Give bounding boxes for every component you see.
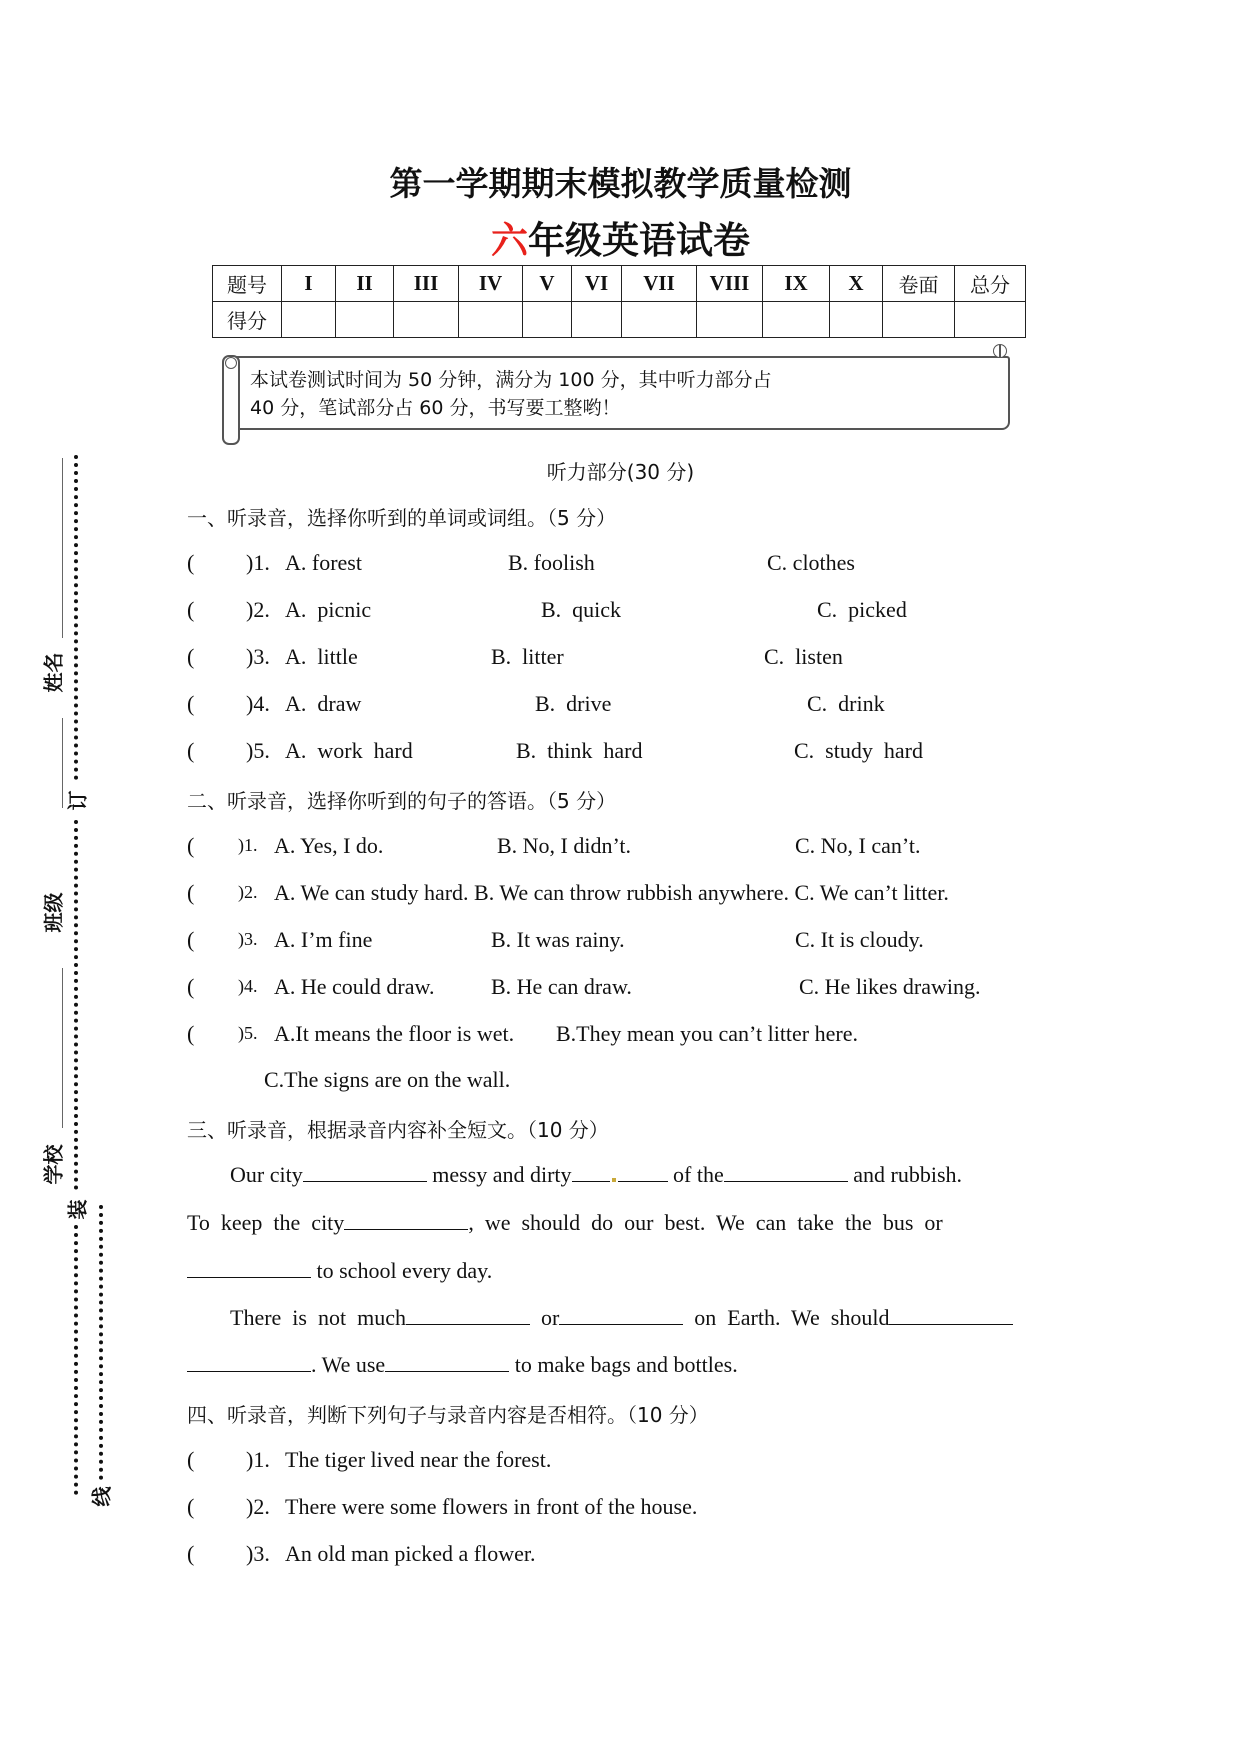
school-label: 学校 bbox=[41, 1144, 66, 1185]
col-header: IV bbox=[459, 266, 523, 302]
answer-paren[interactable]: ( bbox=[187, 927, 195, 952]
option-b: B. quick bbox=[541, 597, 622, 622]
cloze-text: , we should do our best. We can take the bus or bbox=[468, 1210, 943, 1235]
zhuang-mark: 装 bbox=[65, 1199, 90, 1220]
exam-subtitle bbox=[0, 210, 1241, 264]
score-cell[interactable] bbox=[697, 302, 763, 338]
exam-title: 第一学期期末模拟教学质量检测 bbox=[389, 164, 852, 203]
option-a: A. draw bbox=[285, 691, 362, 716]
option-c: C. It is cloudy. bbox=[795, 927, 924, 952]
answer-paren[interactable]: ( bbox=[187, 1541, 195, 1566]
col-header: IX bbox=[763, 266, 830, 302]
cloze-text: to school every day. bbox=[316, 1258, 493, 1283]
row-label-question-no: 题号 bbox=[213, 266, 282, 302]
notice-line-2: 40 分，笔试部分占 60 分，书写要工整哟！ bbox=[250, 397, 621, 419]
option-a: A. Yes, I do. bbox=[274, 833, 384, 858]
name-write-line bbox=[62, 458, 63, 638]
option-b: B. It was rainy. bbox=[491, 927, 625, 952]
statement: The tiger lived near the forest. bbox=[285, 1447, 552, 1472]
section-1-title: 一、听录音，选择你听到的单词或词组。（5 分） bbox=[187, 506, 617, 530]
cloze-blank[interactable] bbox=[187, 1259, 311, 1278]
question-number: )5. bbox=[238, 1023, 258, 1043]
col-header: VIII bbox=[697, 266, 763, 302]
answer-paren[interactable]: ( bbox=[187, 1021, 195, 1046]
scroll-knob-icon bbox=[225, 357, 237, 369]
option-c: C. clothes bbox=[767, 550, 855, 575]
section-4-title: 四、听录音，判断下列句子与录音内容是否相符。（10 分） bbox=[187, 1403, 709, 1427]
cloze-line bbox=[230, 1162, 962, 1188]
row-label-score: 得分 bbox=[213, 302, 282, 338]
option-c: C. drink bbox=[807, 691, 885, 716]
score-cell[interactable] bbox=[763, 302, 830, 338]
cloze-blank[interactable] bbox=[618, 1163, 668, 1182]
col-header: 总分 bbox=[955, 266, 1026, 302]
notice-line-1: 本试卷测试时间为 50 分钟，满分为 100 分，其中听力部分占 bbox=[250, 369, 772, 391]
answer-paren[interactable]: ( bbox=[187, 833, 195, 858]
option-c: C. No, I can’t. bbox=[795, 833, 921, 858]
answer-paren[interactable]: ( bbox=[187, 644, 195, 669]
score-cell[interactable] bbox=[394, 302, 459, 338]
option-b: B. drive bbox=[535, 691, 612, 716]
cloze-text: To keep the city bbox=[187, 1210, 345, 1235]
answer-paren[interactable]: ( bbox=[187, 1447, 195, 1472]
option-a: A. little bbox=[285, 644, 358, 669]
grade-highlight: 六 bbox=[491, 219, 528, 262]
section-2-title: 二、听录音，选择你听到的句子的答语。（5 分） bbox=[187, 789, 617, 813]
option-b: B. think hard bbox=[516, 738, 643, 763]
cloze-line bbox=[187, 1258, 492, 1284]
question-number: )4. bbox=[246, 691, 270, 716]
option-b: B. litter bbox=[491, 644, 564, 669]
answer-paren[interactable]: ( bbox=[187, 880, 195, 905]
section-3-title: 三、听录音，根据录音内容补全短文。（10 分） bbox=[187, 1118, 609, 1142]
options-inline: A. We can study hard. B. We can throw rubbish anywhere. C. We can’t litter. bbox=[274, 880, 949, 905]
cloze-line bbox=[187, 1210, 943, 1236]
marker-dot bbox=[612, 1178, 616, 1182]
cloze-blank[interactable] bbox=[344, 1211, 468, 1230]
option-a: A. I’m fine bbox=[274, 927, 373, 952]
col-header: X bbox=[830, 266, 883, 302]
cloze-blank[interactable] bbox=[303, 1163, 427, 1182]
cloze-text: to make bags and bottles. bbox=[514, 1352, 738, 1377]
question-number: )5. bbox=[246, 738, 270, 763]
option-b: B.They mean you can’t litter here. bbox=[556, 1021, 858, 1046]
score-table-header-row bbox=[213, 266, 1026, 302]
score-cell[interactable] bbox=[883, 302, 955, 338]
question-number: )1. bbox=[238, 835, 258, 855]
cloze-text: Our city bbox=[230, 1162, 303, 1187]
cloze-line bbox=[187, 1352, 738, 1378]
name-label: 姓名 bbox=[41, 652, 66, 693]
cloze-blank[interactable] bbox=[385, 1353, 509, 1372]
option-b: B. He can draw. bbox=[491, 974, 632, 999]
cloze-line bbox=[230, 1305, 1013, 1331]
answer-paren[interactable]: ( bbox=[187, 597, 195, 622]
score-cell[interactable] bbox=[572, 302, 622, 338]
question-number: )2. bbox=[238, 882, 258, 902]
col-header: III bbox=[394, 266, 459, 302]
option-b: B. foolish bbox=[508, 550, 595, 575]
binding-dotted-line bbox=[99, 1205, 103, 1480]
class-label: 班级 bbox=[41, 892, 66, 933]
cloze-blank[interactable] bbox=[724, 1163, 848, 1182]
col-header: I bbox=[282, 266, 336, 302]
score-cell[interactable] bbox=[830, 302, 883, 338]
option-a: A. He could draw. bbox=[274, 974, 435, 999]
score-cell[interactable] bbox=[523, 302, 572, 338]
school-write-line bbox=[62, 968, 63, 1128]
score-table-score-row bbox=[213, 302, 1026, 338]
option-c: C.The signs are on the wall. bbox=[264, 1067, 511, 1092]
cloze-blank[interactable] bbox=[406, 1306, 530, 1325]
question-number: )3. bbox=[238, 929, 258, 949]
answer-paren[interactable]: ( bbox=[187, 974, 195, 999]
ding-mark: 订 bbox=[65, 790, 90, 811]
score-table bbox=[212, 265, 1026, 338]
xian-mark: 线 bbox=[89, 1486, 114, 1507]
col-header: II bbox=[336, 266, 394, 302]
option-a: A.It means the floor is wet. bbox=[274, 1021, 515, 1046]
col-header: VII bbox=[622, 266, 697, 302]
binding-dotted-line bbox=[74, 1225, 78, 1495]
cloze-text: . We use bbox=[311, 1352, 386, 1377]
cloze-text: There is not much bbox=[230, 1305, 406, 1330]
option-c: C. picked bbox=[817, 597, 907, 622]
option-a: A. work hard bbox=[285, 738, 413, 763]
cloze-blank[interactable] bbox=[559, 1306, 683, 1325]
statement: An old man picked a flower. bbox=[285, 1541, 536, 1566]
cloze-text: of the bbox=[673, 1162, 724, 1187]
question-number: )3. bbox=[246, 644, 270, 669]
score-cell[interactable] bbox=[336, 302, 394, 338]
cloze-text: on Earth. We should bbox=[694, 1305, 890, 1330]
subtitle-rest: 年级英语试卷 bbox=[528, 219, 750, 262]
question-number: )2. bbox=[246, 1494, 270, 1519]
option-c: C. study hard bbox=[794, 738, 923, 763]
question-number: )1. bbox=[246, 550, 270, 575]
cloze-blank[interactable] bbox=[187, 1353, 311, 1372]
col-header: VI bbox=[572, 266, 622, 302]
answer-paren[interactable]: ( bbox=[187, 550, 195, 575]
binding-dotted-line bbox=[74, 820, 78, 1190]
listening-heading: 听力部分(30 分) bbox=[546, 460, 695, 484]
col-header: 卷面 bbox=[883, 266, 955, 302]
col-header: V bbox=[523, 266, 572, 302]
option-a: A. picnic bbox=[285, 597, 372, 622]
answer-paren[interactable]: ( bbox=[187, 1494, 195, 1519]
option-c: C. listen bbox=[764, 644, 843, 669]
binding-dotted-line bbox=[74, 455, 78, 780]
scroll-knob-icon bbox=[993, 344, 1007, 358]
score-cell[interactable] bbox=[282, 302, 336, 338]
option-b: B. No, I didn’t. bbox=[497, 833, 632, 858]
cloze-text: messy and dirty bbox=[432, 1162, 572, 1187]
question-number: )2. bbox=[246, 597, 270, 622]
cloze-blank[interactable] bbox=[572, 1163, 610, 1182]
cloze-blank[interactable] bbox=[889, 1306, 1013, 1325]
option-c: C. He likes drawing. bbox=[799, 974, 981, 999]
option-a: A. forest bbox=[285, 550, 362, 575]
score-cell[interactable] bbox=[622, 302, 697, 338]
question-number: )4. bbox=[238, 976, 258, 996]
question-number: )3. bbox=[246, 1541, 270, 1566]
statement: There were some flowers in front of the house. bbox=[285, 1494, 698, 1519]
question-number: )1. bbox=[246, 1447, 270, 1472]
answer-paren[interactable]: ( bbox=[187, 691, 195, 716]
score-cell[interactable] bbox=[955, 302, 1026, 338]
cloze-text: or bbox=[540, 1305, 560, 1330]
cloze-text: and rubbish. bbox=[853, 1162, 962, 1187]
answer-paren[interactable]: ( bbox=[187, 738, 195, 763]
score-cell[interactable] bbox=[459, 302, 523, 338]
